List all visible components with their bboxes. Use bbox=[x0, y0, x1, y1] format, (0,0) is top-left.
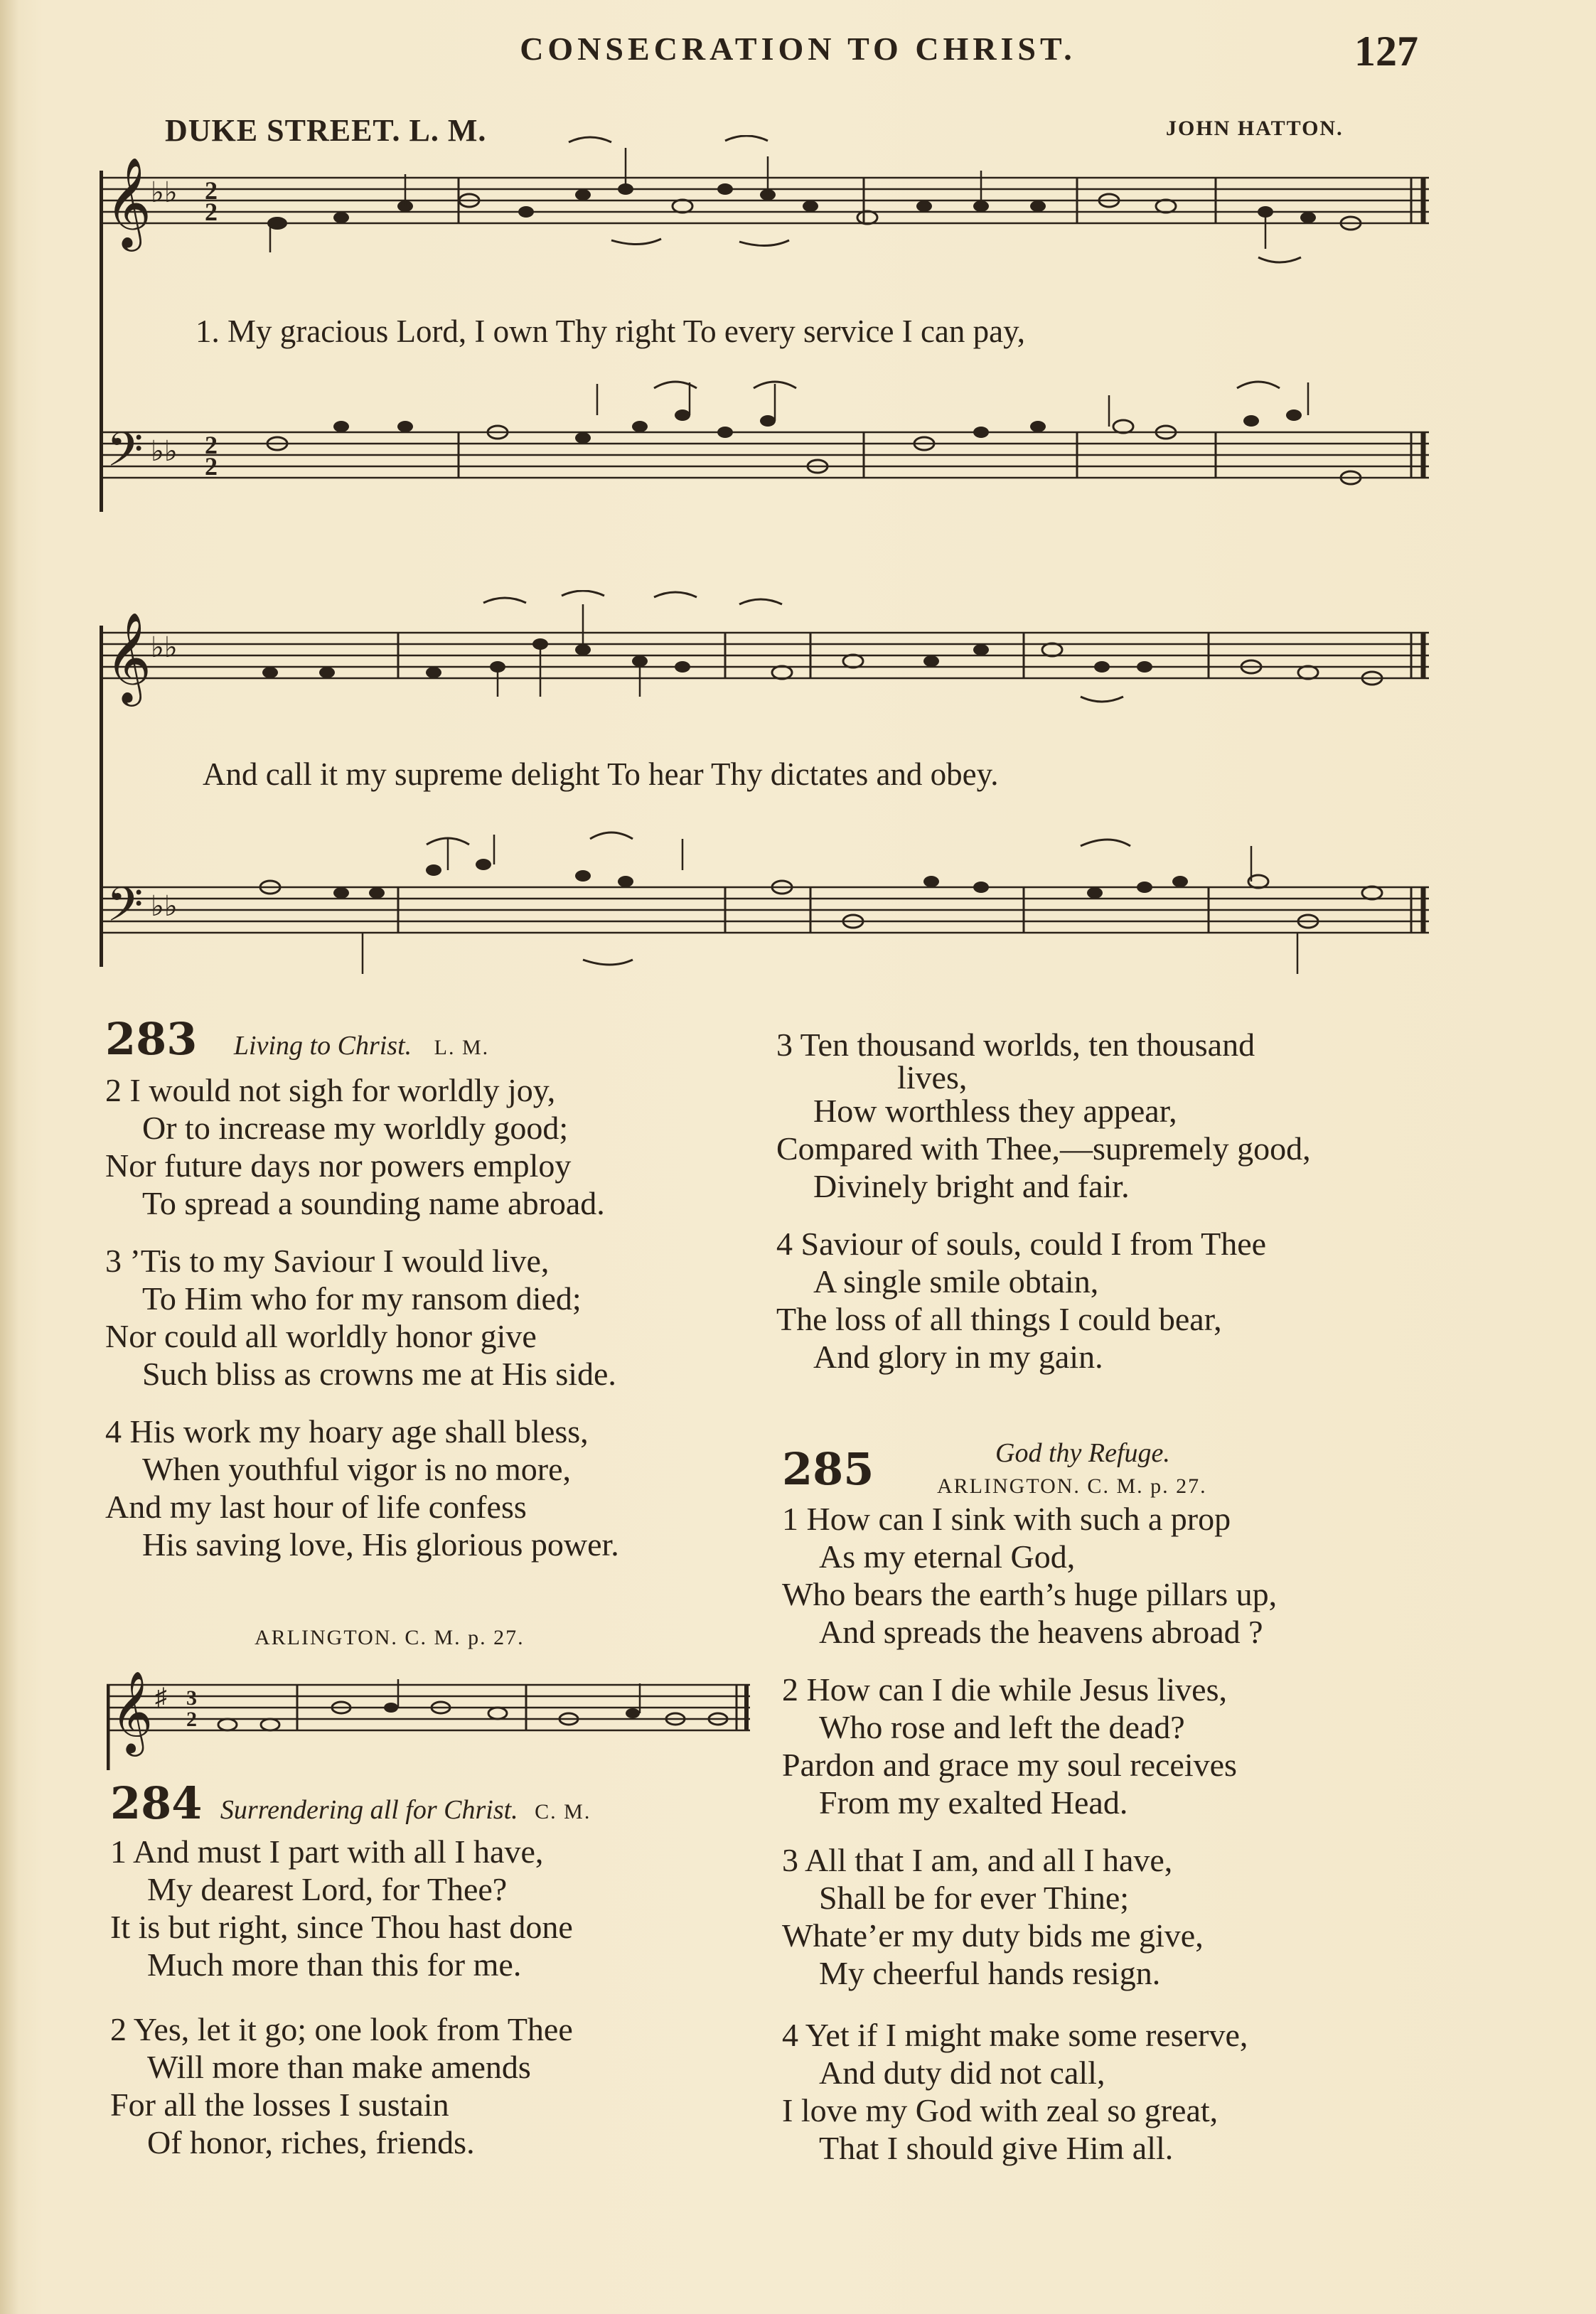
verse-line: 1 How can I sink with such a prop bbox=[782, 1501, 1231, 1537]
verse-line: Divinely bright and fair. bbox=[813, 1168, 1130, 1204]
svg-text:♭♭: ♭♭ bbox=[151, 631, 178, 663]
verse-line: And duty did not call, bbox=[819, 2055, 1105, 2091]
verse-line: Who bears the earth’s huge pillars up, bbox=[782, 1576, 1278, 1612]
hymn-283-continued bbox=[776, 1026, 1530, 1376]
hymn-283 bbox=[105, 1013, 781, 1563]
verse-line: Will more than make amends bbox=[147, 2049, 531, 2085]
svg-text:2: 2 bbox=[186, 1708, 197, 1731]
verse-line: A single smile obtain, bbox=[813, 1263, 1099, 1300]
verse-line: Shall be for ever Thine; bbox=[819, 1880, 1130, 1916]
stanza bbox=[105, 1071, 781, 1222]
verse-line: And glory in my gain. bbox=[813, 1339, 1103, 1375]
verse-line: Compared with Thee,—supremely good, bbox=[776, 1130, 1311, 1167]
verse-line: Such bliss as crowns me at His side. bbox=[142, 1356, 616, 1392]
svg-text:2: 2 bbox=[205, 176, 218, 205]
verse-line: 2 How can I die while Jesus lives, bbox=[782, 1671, 1227, 1708]
hymn-tune-reference: ARLINGTON. C. M. p. 27. bbox=[937, 1474, 1207, 1498]
verse-line: My cheerful hands resign. bbox=[819, 1955, 1161, 1991]
verse-line: 3 Ten thousand worlds, ten thousand bbox=[776, 1027, 1255, 1063]
verse-line: Whate’er my duty bids me give, bbox=[782, 1917, 1204, 1954]
stanza bbox=[782, 1500, 1536, 1651]
stanza bbox=[776, 1225, 1530, 1376]
svg-text:♭♭: ♭♭ bbox=[151, 176, 178, 208]
svg-text:𝄞: 𝄞 bbox=[105, 156, 152, 247]
verse-line: To Him who for my ransom died; bbox=[142, 1280, 582, 1317]
svg-text:3: 3 bbox=[186, 1686, 197, 1710]
svg-text:𝄞: 𝄞 bbox=[105, 611, 152, 702]
verse-line: It is but right, since Thou hast done bbox=[110, 1909, 573, 1945]
hymn-number: 283 bbox=[105, 1013, 198, 1065]
hymn-284 bbox=[110, 1777, 786, 2161]
verse-line: The loss of all things I could bear, bbox=[776, 1301, 1222, 1337]
verse-line: lives, bbox=[897, 1059, 968, 1096]
binding-gutter bbox=[0, 0, 18, 2314]
arlington-music-excerpt bbox=[107, 1664, 754, 1784]
svg-text:2: 2 bbox=[205, 452, 218, 481]
verse-line: How worthless they appear, bbox=[813, 1093, 1177, 1129]
verse-line: 4 His work my hoary age shall bless, bbox=[105, 1413, 589, 1450]
verse-line: When youthful vigor is no more, bbox=[142, 1451, 572, 1487]
svg-text:♯: ♯ bbox=[155, 1684, 167, 1710]
tune-lyric-line-1: 1. My gracious Lord, I own Thy right To every service I can pay, bbox=[196, 314, 1025, 349]
svg-text:𝄢: 𝄢 bbox=[107, 877, 144, 943]
stanza bbox=[105, 1242, 781, 1393]
hymn-number: 284 bbox=[110, 1777, 203, 1829]
verse-line: I love my God with zeal so great, bbox=[782, 2092, 1219, 2128]
hymn-title: Living to Christ. bbox=[233, 1031, 412, 1061]
hymn-285 bbox=[782, 1435, 1536, 2167]
stanza bbox=[110, 2010, 786, 2161]
verse-line: 3 All that I am, and all I have, bbox=[782, 1842, 1173, 1878]
svg-text:♭♭: ♭♭ bbox=[151, 890, 178, 922]
verse-line: For all the losses I sustain bbox=[110, 2087, 449, 2123]
verse-line: 2 Yes, let it go; one look from Thee bbox=[110, 2011, 573, 2047]
verse-line: His saving love, His glorious power. bbox=[142, 1526, 619, 1563]
verse-line: That I should give Him all. bbox=[819, 2130, 1174, 2166]
verse-line: Nor could all worldly honor give bbox=[105, 1318, 537, 1354]
verse-line: 3 ’Tis to my Saviour I would live, bbox=[105, 1243, 550, 1279]
hymn-283-header bbox=[105, 1013, 781, 1065]
hymn-number: 285 bbox=[782, 1443, 874, 1495]
tune-name: DUKE STREET. bbox=[165, 113, 401, 148]
verse-line: Or to increase my worldly good; bbox=[142, 1110, 569, 1146]
verse-line: 1 And must I part with all I have, bbox=[110, 1833, 544, 1870]
verse-line: Much more than this for me. bbox=[147, 1946, 522, 1983]
verse-line: Who rose and left the dead? bbox=[819, 1709, 1185, 1745]
verse-line: As my eternal God, bbox=[819, 1538, 1076, 1575]
treble-staff bbox=[100, 178, 1429, 223]
tune-lyric-line-2: And call it my supreme delight To hear Thy dictates and obey. bbox=[203, 756, 999, 792]
arlington-tune-reference: ARLINGTON. C. M. p. 27. bbox=[255, 1626, 525, 1649]
composer: JOHN HATTON. bbox=[1166, 117, 1344, 140]
hymn-meter: L. M. bbox=[434, 1036, 490, 1059]
hymn-285-header bbox=[782, 1435, 1536, 1500]
verse-line: Of honor, riches, friends. bbox=[147, 2124, 475, 2160]
stanza bbox=[782, 1841, 1536, 1992]
verse-line: 2 I would not sigh for worldly joy, bbox=[105, 1072, 556, 1108]
hymn-meter: C. M. bbox=[535, 1800, 591, 1823]
svg-text:𝄢: 𝄢 bbox=[107, 422, 144, 488]
tune-meter: L. M. bbox=[409, 113, 487, 148]
stanza bbox=[110, 1833, 786, 1983]
svg-text:2: 2 bbox=[205, 198, 218, 226]
stanza bbox=[782, 1671, 1536, 1821]
hymn-title: God thy Refuge. bbox=[995, 1438, 1170, 1468]
stanza bbox=[782, 2016, 1536, 2167]
verse-line: 4 Saviour of souls, could I from Thee bbox=[776, 1226, 1267, 1262]
verse-line: From my exalted Head. bbox=[819, 1784, 1128, 1821]
bass-staff bbox=[100, 432, 1429, 478]
verse-line: My dearest Lord, for Thee? bbox=[147, 1871, 508, 1907]
verse-line: Pardon and grace my soul receives bbox=[782, 1747, 1237, 1783]
svg-text:2: 2 bbox=[205, 431, 218, 459]
svg-text:♭♭: ♭♭ bbox=[151, 435, 178, 467]
verse-line: 4 Yet if I might make some reserve, bbox=[782, 2017, 1248, 2053]
verse-line: To spread a sounding name abroad. bbox=[142, 1185, 605, 1221]
svg-text:𝄞: 𝄞 bbox=[111, 1670, 154, 1753]
hymn-284-header bbox=[110, 1777, 786, 1829]
stanza bbox=[105, 1413, 781, 1563]
verse-line: And spreads the heavens abroad ? bbox=[819, 1614, 1263, 1650]
verse-line: And my last hour of life confess bbox=[105, 1489, 527, 1525]
page-number: 127 bbox=[1354, 28, 1418, 75]
running-title: CONSECRATION TO CHRIST. bbox=[520, 31, 1076, 67]
hymn-title: Surrendering all for Christ. bbox=[220, 1795, 518, 1825]
verse-line: Nor future days nor powers employ bbox=[105, 1147, 572, 1184]
stanza bbox=[776, 1026, 1530, 1205]
